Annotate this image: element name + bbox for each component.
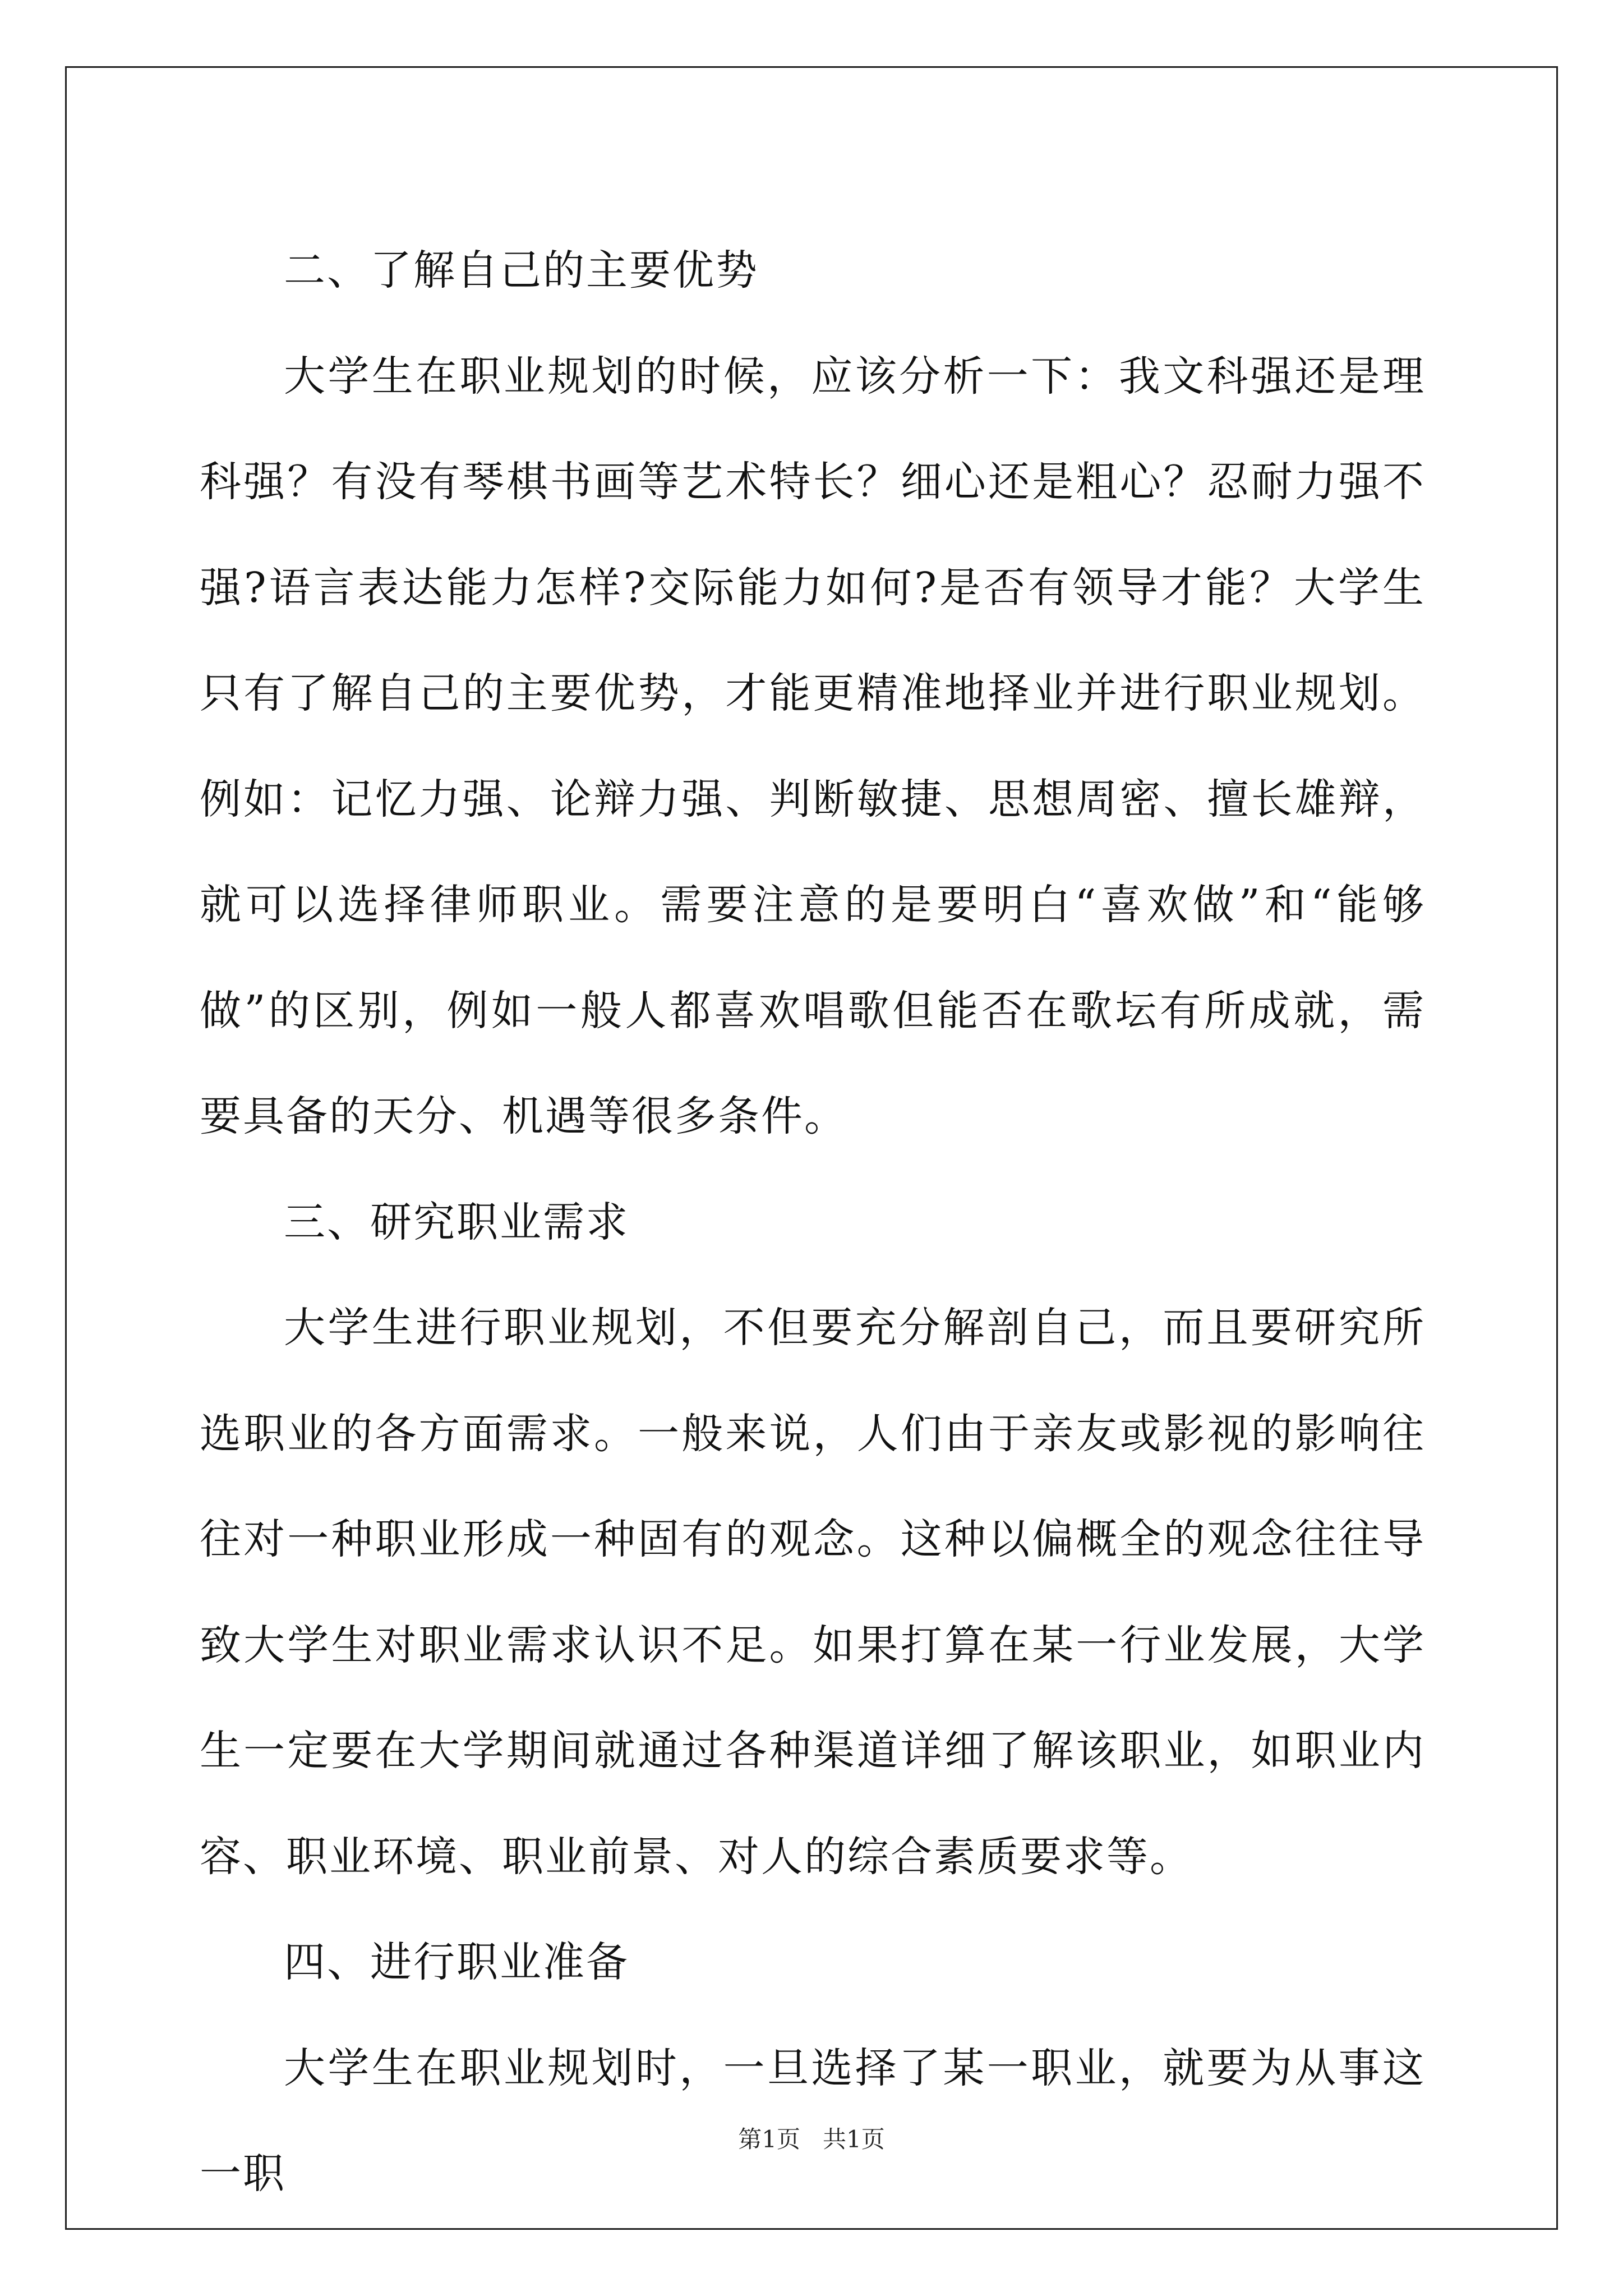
- page-number: 第1页: [738, 2125, 800, 2153]
- section-heading: 三、研究职业需求: [284, 1198, 629, 1246]
- page-total: 共1页: [823, 2125, 885, 2153]
- section-heading: 四、进行职业准备: [284, 1938, 629, 1986]
- page-footer: [0, 2123, 1623, 2156]
- body-paragraph: 大学生在职业规划时，一旦选择了某一职业，就要为从事这一职: [200, 2044, 1426, 2198]
- document-body: [200, 218, 1426, 2227]
- body-paragraph: 大学生进行职业规划，不但要充分解剖自己，而且要研究所选职业的各方面需求。一般来说，人们由于亲友或影视的影响往往对一种职业形成一种固有的观念。这种以偏概全的观念往往导致大学生对职业需求认识不足。如果打算在某一行业发展，大学生一定要在大学期间就通过各种渠道详细了解该职业，如职业内容、职业环境、职业前景、对人的综合素质要求等。: [200, 1304, 1426, 1881]
- body-paragraph: 大学生在职业规划的时候，应该分析一下：我文科强还是理科强？有没有琴棋书画等艺术特长？细心还是粗心？忍耐力强不强?语言表达能力怎样?交际能力如何?是否有领导才能？大学生只有了解自己的主要优势，才能更精准地择业并进行职业规划。例如：记忆力强、论辩力强、判断敏捷、思想周密、擅长雄辩，就可以选择律师职业。需要注意的是要明白“喜欢做”和“能够做”的区别，例如一般人都喜欢唱歌但能否在歌坛有所成就，需要具备的天分、机遇等很多条件。: [200, 352, 1426, 1140]
- section-heading: 二、了解自己的主要优势: [284, 246, 759, 295]
